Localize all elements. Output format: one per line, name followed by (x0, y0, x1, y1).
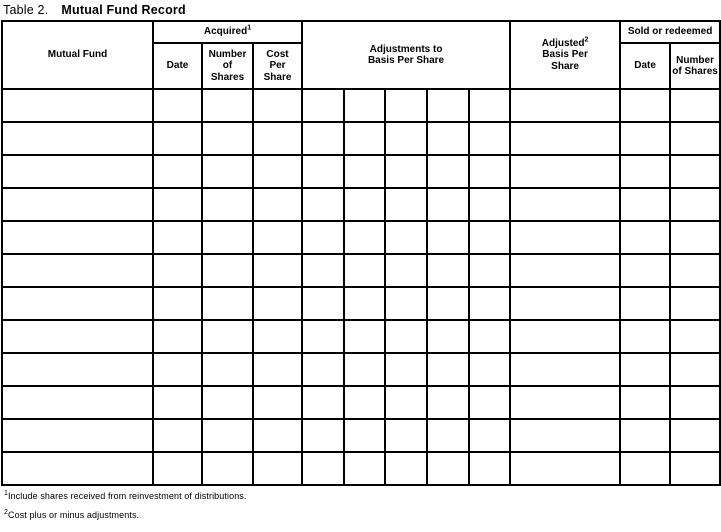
table-cell (153, 353, 202, 386)
table-cell (302, 386, 344, 419)
table-cell (670, 122, 720, 155)
table-cell (469, 452, 510, 485)
table-cell (253, 155, 302, 188)
table-cell (344, 254, 385, 287)
table-cell (302, 452, 344, 485)
table-cell (620, 320, 670, 353)
header-acquired-date: Date (153, 43, 202, 89)
header-adjusted-basis-label: Adjusted$^2$ Basis Per Share (541, 36, 589, 72)
table-cell (253, 254, 302, 287)
table-cell (670, 287, 720, 320)
table-cell (302, 320, 344, 353)
table-row (2, 386, 720, 419)
table-cell (385, 386, 427, 419)
table-header (2, 21, 720, 89)
table-cell (469, 353, 510, 386)
header-sold-or-redeemed-label: Sold or redeemed (627, 26, 713, 38)
table-cell (620, 188, 670, 221)
table-cell (510, 89, 620, 122)
table-cell (344, 287, 385, 320)
table-cell (385, 254, 427, 287)
footnote-2-text: Cost plus or minus adjustments. (8, 509, 140, 520)
table-cell (202, 188, 253, 221)
table-cell (670, 188, 720, 221)
table-cell (253, 122, 302, 155)
table-cell (2, 320, 153, 353)
table-cell (385, 188, 427, 221)
table-cell (670, 221, 720, 254)
table-cell (344, 452, 385, 485)
table-cell (302, 188, 344, 221)
table-cell (302, 287, 344, 320)
table-cell (344, 155, 385, 188)
table-cell (153, 452, 202, 485)
table-cell (202, 221, 253, 254)
table-cell (620, 386, 670, 419)
table-row (2, 122, 720, 155)
table-cell (153, 122, 202, 155)
table-cell (510, 452, 620, 485)
table-cell (620, 122, 670, 155)
table-cell (344, 419, 385, 452)
header-acquired-cost-per-share: Cost Per Share (253, 43, 302, 89)
table-cell (153, 386, 202, 419)
footnote-1-text: Include shares received from reinvestment of distributions. (8, 491, 247, 501)
table-cell (427, 155, 469, 188)
table-cell (670, 452, 720, 485)
table-cell (153, 89, 202, 122)
table-cell (620, 419, 670, 452)
table-cell (620, 221, 670, 254)
header-sold-date: Date (620, 43, 670, 89)
table-cell (385, 320, 427, 353)
table-cell (302, 254, 344, 287)
header-mutual-fund (2, 21, 153, 89)
table-cell (469, 188, 510, 221)
table-cell (510, 419, 620, 452)
header-mutual-fund-label: Mutual Fund (47, 49, 108, 61)
table-cell (510, 254, 620, 287)
header-acquired-group (153, 21, 302, 43)
table-cell (427, 419, 469, 452)
table-cell (469, 287, 510, 320)
table-cell (469, 122, 510, 155)
table-cell (153, 287, 202, 320)
table-cell (427, 320, 469, 353)
table-cell (670, 89, 720, 122)
table-cell (469, 221, 510, 254)
table-cell (2, 221, 153, 254)
table-cell (510, 287, 620, 320)
table-cell (670, 386, 720, 419)
table-cell (302, 353, 344, 386)
table-cell (253, 419, 302, 452)
table-cell (510, 353, 620, 386)
table-cell (302, 419, 344, 452)
table-row (2, 419, 720, 452)
table-cell (385, 419, 427, 452)
table-cell (2, 122, 153, 155)
table-cell (620, 353, 670, 386)
table-cell (670, 320, 720, 353)
table-cell (344, 386, 385, 419)
table-cell (2, 452, 153, 485)
table-cell (469, 155, 510, 188)
table-cell (670, 419, 720, 452)
table-cell (253, 221, 302, 254)
table-cell (253, 452, 302, 485)
table-cell (344, 122, 385, 155)
table-row (2, 89, 720, 122)
footnotes (1, 486, 720, 521)
table-cell (202, 386, 253, 419)
footnote-1: $^1$Include shares received from reinvestment of distributions. (4, 490, 247, 501)
table-cell (620, 452, 670, 485)
table-cell (385, 122, 427, 155)
table-row (2, 188, 720, 221)
table-title (1, 1, 720, 20)
table-cell (469, 89, 510, 122)
table-cell (302, 122, 344, 155)
table-cell (510, 122, 620, 155)
table-cell (253, 287, 302, 320)
table-cell (344, 89, 385, 122)
table-cell (2, 254, 153, 287)
table-cell (427, 452, 469, 485)
header-sold-or-redeemed-group (620, 21, 720, 43)
table-row (2, 452, 720, 485)
header-adjustments-label: Adjustments to Basis Per Share (367, 43, 445, 66)
table-cell (344, 188, 385, 221)
table-cell (153, 320, 202, 353)
table-cell (202, 155, 253, 188)
table-cell (253, 353, 302, 386)
table-cell (620, 254, 670, 287)
table-cell (385, 221, 427, 254)
table-row (2, 254, 720, 287)
table-title-main: Mutual Fund Record (61, 3, 186, 17)
table-cell (2, 155, 153, 188)
table-cell (469, 320, 510, 353)
table-cell (385, 89, 427, 122)
table-row (2, 320, 720, 353)
table-cell (202, 254, 253, 287)
table-cell (670, 155, 720, 188)
table-cell (202, 452, 253, 485)
table-cell (427, 122, 469, 155)
table-cell (202, 353, 253, 386)
table-cell (253, 386, 302, 419)
table-cell (620, 287, 670, 320)
table-cell (202, 419, 253, 452)
table-cell (620, 155, 670, 188)
table-cell (202, 320, 253, 353)
table-cell (153, 188, 202, 221)
table-cell (469, 419, 510, 452)
table-cell (385, 155, 427, 188)
table-cell (620, 89, 670, 122)
table-cell (2, 386, 153, 419)
table-cell (427, 386, 469, 419)
table-cell (510, 320, 620, 353)
table-cell (202, 287, 253, 320)
table-cell (427, 89, 469, 122)
table-body (2, 89, 720, 485)
table-cell (2, 287, 153, 320)
table-cell (253, 320, 302, 353)
table-cell (2, 419, 153, 452)
table-cell (2, 353, 153, 386)
table-cell (2, 188, 153, 221)
table-cell (510, 155, 620, 188)
table-cell (385, 452, 427, 485)
table-cell (510, 221, 620, 254)
table-cell (153, 254, 202, 287)
table-cell (427, 287, 469, 320)
table-cell (344, 353, 385, 386)
table-cell (427, 188, 469, 221)
header-acquired-label: Acquired (203, 26, 248, 38)
footnote-2: $^2$Cost plus or minus adjustments. (4, 508, 140, 520)
table-cell (469, 386, 510, 419)
table-cell (302, 221, 344, 254)
table-cell (469, 254, 510, 287)
table-cell (344, 320, 385, 353)
table-cell (153, 155, 202, 188)
table-cell (202, 122, 253, 155)
table-cell (2, 89, 153, 122)
table-row (2, 353, 720, 386)
table-cell (302, 155, 344, 188)
table-cell (302, 89, 344, 122)
table-cell (385, 287, 427, 320)
table-row (2, 287, 720, 320)
table-title-prefix: Table 2. (3, 3, 49, 17)
table-cell (253, 89, 302, 122)
table-cell (670, 254, 720, 287)
table-cell (427, 254, 469, 287)
table-cell (202, 89, 253, 122)
header-adjustments (302, 21, 510, 89)
footnote-ref-2-icon: 2 (584, 36, 589, 44)
table-cell (253, 188, 302, 221)
table-cell (385, 353, 427, 386)
header-acquired-number-of-shares: Number of Shares (202, 43, 253, 89)
table-cell (153, 419, 202, 452)
table-cell (510, 188, 620, 221)
table-cell (427, 221, 469, 254)
header-adjusted-basis (510, 21, 620, 89)
mutual-fund-record-table (1, 20, 721, 486)
table-cell (427, 353, 469, 386)
header-sold-number-of-shares: Number of Shares (670, 43, 720, 89)
footnote-ref-1-icon: 1 (247, 24, 252, 32)
table-cell (510, 386, 620, 419)
table-cell (670, 353, 720, 386)
table-cell (153, 221, 202, 254)
table-row (2, 221, 720, 254)
table-row (2, 155, 720, 188)
table-cell (344, 221, 385, 254)
